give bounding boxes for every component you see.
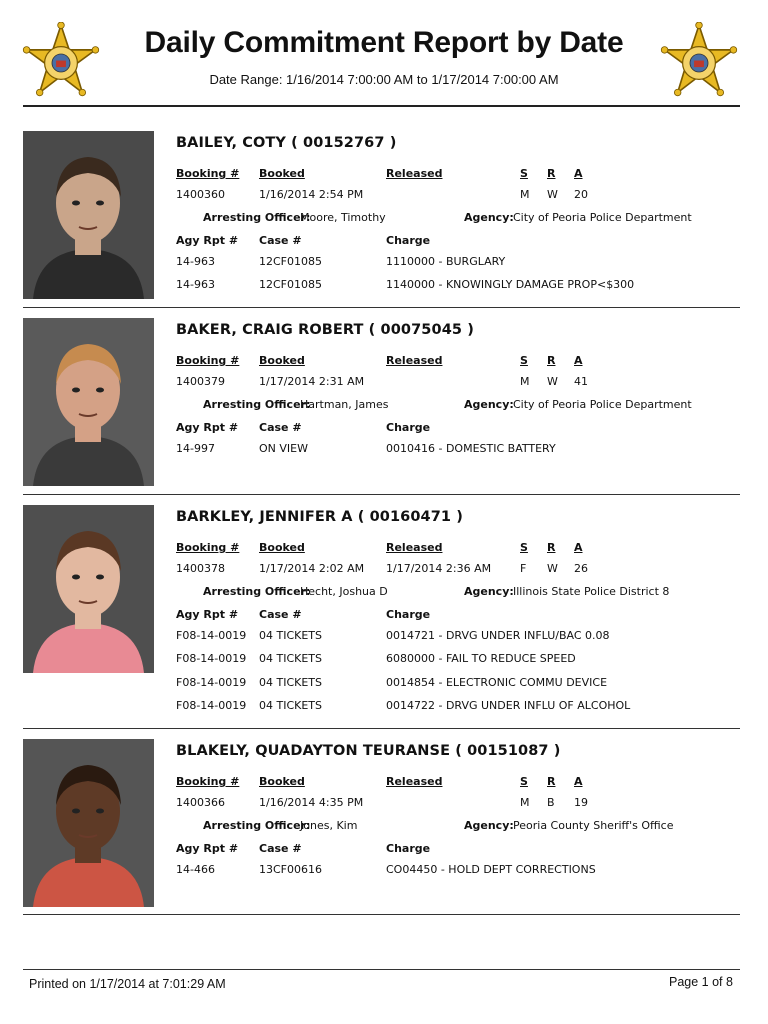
- agency-report-label: Agy Rpt #: [176, 421, 239, 434]
- age-label: A: [574, 167, 583, 180]
- charge-agency-report: 14-963: [176, 255, 215, 268]
- mugshot-photo: [23, 131, 154, 299]
- booked-date: 1/16/2014 2:54 PM: [259, 188, 364, 201]
- race-label: R: [547, 541, 556, 554]
- charge-description: 0014854 - ELECTRONIC COMMU DEVICE: [386, 675, 608, 689]
- charge-agency-report: F08-14-0019: [176, 675, 247, 689]
- charge-case-number: 04 TICKETS: [259, 698, 323, 712]
- charge-description: 1110000 - BURGLARY: [386, 255, 506, 268]
- agency-report-label: Agy Rpt #: [176, 842, 239, 855]
- charge-agency-report: F08-14-0019: [176, 652, 247, 666]
- footer-rule: [23, 969, 740, 970]
- sex-value: M: [520, 796, 530, 809]
- sex-value: M: [520, 375, 530, 388]
- sex-label: S: [520, 775, 528, 788]
- released-label: Released: [386, 541, 443, 554]
- released-label: Released: [386, 775, 443, 788]
- booked-label: Booked: [259, 167, 305, 180]
- race-value: B: [547, 796, 555, 809]
- agency: Peoria County Sheriff's Office: [513, 819, 674, 832]
- booked-date: 1/17/2014 2:02 AM: [259, 562, 365, 575]
- charge-description: 0014722 - DRVG UNDER INFLU OF ALCOHOL: [386, 698, 631, 712]
- booking-number-label: Booking #: [176, 354, 240, 367]
- arresting-officer-label: Arresting Officer:: [203, 211, 311, 224]
- agency: City of Peoria Police Department: [513, 398, 692, 411]
- arresting-officer: Jones, Kim: [300, 819, 358, 832]
- released-date: 1/17/2014 2:36 AM: [386, 562, 492, 575]
- booked-date: 1/17/2014 2:31 AM: [259, 375, 365, 388]
- charge-agency-report: F08-14-0019: [176, 698, 247, 712]
- inmate-name: BAILEY, COTY ( 00152767 ): [176, 135, 397, 151]
- race-value: W: [547, 562, 558, 575]
- inmate-name: BLAKELY, QUADAYTON TEURANSE ( 00151087 ): [176, 743, 561, 759]
- arresting-officer-label: Arresting Officer:: [203, 819, 311, 832]
- arresting-officer: Moore, Timothy: [300, 211, 386, 224]
- report-title: Daily Commitment Report by Date: [144, 26, 624, 59]
- race-label: R: [547, 775, 556, 788]
- race-label: R: [547, 354, 556, 367]
- case-number-label: Case #: [259, 608, 302, 621]
- booking-number-label: Booking #: [176, 541, 240, 554]
- charge-case-number: 04 TICKETS: [259, 629, 323, 642]
- case-number-label: Case #: [259, 421, 302, 434]
- charge-agency-report: F08-14-0019: [176, 629, 247, 642]
- agency: City of Peoria Police Department: [513, 211, 692, 224]
- arresting-officer: Hecht, Joshua D: [300, 585, 388, 598]
- charge-agency-report: 14-997: [176, 442, 215, 455]
- charge-case-number: 12CF01085: [259, 255, 322, 268]
- charge-agency-report: 14-466: [176, 863, 215, 876]
- released-label: Released: [386, 354, 443, 367]
- booking-number-label: Booking #: [176, 167, 240, 180]
- agency-label: Agency:: [464, 211, 514, 224]
- section-rule: [23, 728, 740, 729]
- sex-value: M: [520, 188, 530, 201]
- header-rule: [23, 105, 740, 107]
- agency-report-label: Agy Rpt #: [176, 608, 239, 621]
- mugshot-photo: [23, 318, 154, 486]
- charge-label: Charge: [386, 608, 431, 621]
- case-number-label: Case #: [259, 842, 302, 855]
- race-value: W: [547, 375, 558, 388]
- charge-description: 1140000 - KNOWINGLY DAMAGE PROP<$300: [386, 278, 635, 292]
- agency-label: Agency:: [464, 585, 514, 598]
- sex-label: S: [520, 541, 528, 554]
- inmate-name: BARKLEY, JENNIFER A ( 00160471 ): [176, 509, 463, 525]
- age-value: 19: [574, 796, 588, 809]
- charge-case-number: 04 TICKETS: [259, 675, 323, 689]
- booking-number: 1400378: [176, 562, 225, 575]
- section-rule: [23, 914, 740, 915]
- arresting-officer-label: Arresting Officer:: [203, 398, 311, 411]
- page-number: Page 1 of 8: [669, 975, 733, 989]
- age-value: 20: [574, 188, 588, 201]
- age-label: A: [574, 354, 583, 367]
- booked-label: Booked: [259, 541, 305, 554]
- charge-agency-report: 14-963: [176, 278, 215, 292]
- charge-case-number: 04 TICKETS: [259, 652, 323, 666]
- booking-number: 1400360: [176, 188, 225, 201]
- mugshot-photo: [23, 739, 154, 907]
- age-label: A: [574, 775, 583, 788]
- agency: Illinois State Police District 8: [513, 585, 670, 598]
- age-label: A: [574, 541, 583, 554]
- printed-on: Printed on 1/17/2014 at 7:01:29 AM: [29, 977, 226, 991]
- race-label: R: [547, 167, 556, 180]
- charge-case-number: 13CF00616: [259, 863, 322, 876]
- mugshot-photo: [23, 505, 154, 673]
- booked-date: 1/16/2014 4:35 PM: [259, 796, 364, 809]
- date-range: Date Range: 1/16/2014 7:00:00 AM to 1/17/2014 7:00:00 AM: [209, 72, 559, 87]
- arresting-officer: Hartman, James: [300, 398, 389, 411]
- charge-description: CO04450 - HOLD DEPT CORRECTIONS: [386, 863, 596, 876]
- charge-case-number: ON VIEW: [259, 442, 308, 455]
- age-value: 41: [574, 375, 588, 388]
- agency-label: Agency:: [464, 398, 514, 411]
- charge-description: 0010416 - DOMESTIC BATTERY: [386, 442, 556, 455]
- agency-report-label: Agy Rpt #: [176, 234, 239, 247]
- sex-label: S: [520, 354, 528, 367]
- charge-case-number: 12CF01085: [259, 278, 322, 292]
- sex-label: S: [520, 167, 528, 180]
- sex-value: F: [520, 562, 527, 575]
- booking-number-label: Booking #: [176, 775, 240, 788]
- released-label: Released: [386, 167, 443, 180]
- section-rule: [23, 494, 740, 495]
- case-number-label: Case #: [259, 234, 302, 247]
- inmate-name: BAKER, CRAIG ROBERT ( 00075045 ): [176, 322, 474, 338]
- booking-number: 1400379: [176, 375, 225, 388]
- booked-label: Booked: [259, 775, 305, 788]
- charge-description: 0014721 - DRVG UNDER INFLU/BAC 0.08: [386, 629, 610, 642]
- charge-label: Charge: [386, 234, 431, 247]
- booking-number: 1400366: [176, 796, 225, 809]
- race-value: W: [547, 188, 558, 201]
- booked-label: Booked: [259, 354, 305, 367]
- age-value: 26: [574, 562, 588, 575]
- charge-label: Charge: [386, 421, 431, 434]
- charge-description: 6080000 - FAIL TO REDUCE SPEED: [386, 652, 576, 666]
- arresting-officer-label: Arresting Officer:: [203, 585, 311, 598]
- charge-label: Charge: [386, 842, 431, 855]
- section-rule: [23, 307, 740, 308]
- agency-label: Agency:: [464, 819, 514, 832]
